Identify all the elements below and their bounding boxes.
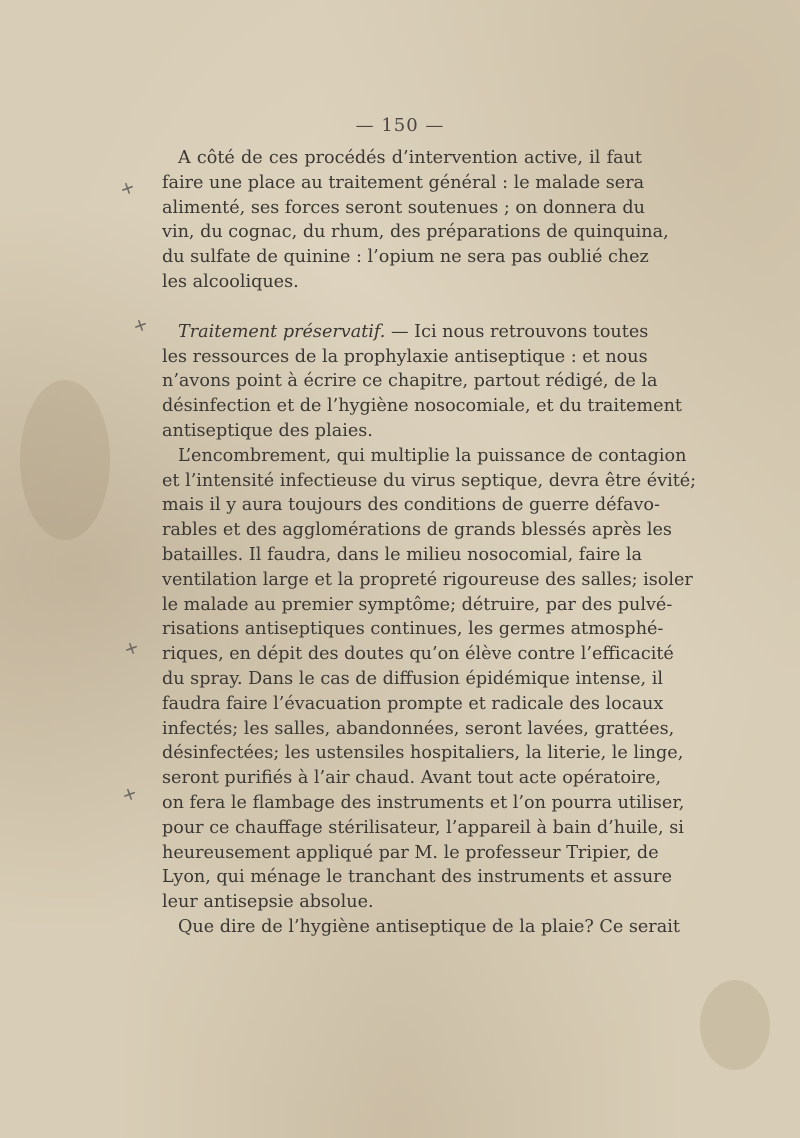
text-line: A côté de ces procédés d’intervention active, il faut [178,148,642,168]
text-line: vin, du cognac, du rhum, des préparations de quinquina, [162,222,669,243]
text-line: batailles. Il faudra, dans le milieu nosocomial, faire la [162,544,642,565]
margin-annotation-mark: + [118,782,141,807]
text-line: antiseptique des plaies. [162,420,373,441]
text-line: ventilation large et la propreté rigoureuse des salles; isoler [162,569,693,590]
text-line: le malade au premier symptôme; détruire, par des pulvé- [162,594,673,615]
body-text [162,146,697,940]
text-line: seront purifiés à l’air chaud. Avant tout acte opératoire, [162,768,662,789]
paper-stain [700,980,770,1070]
text-line: du sulfate de quinine : l’opium ne sera pas oublié chez [162,247,649,268]
text-line: leur antisepsie absolue. [162,892,374,913]
text-line: les ressources de la prophylaxie antiseptique : et nous [162,346,648,367]
section-heading: Traitement préservatif. [178,321,386,342]
margin-annotation-mark: + [116,176,139,201]
text-fragment: — Ici nous retrouvons toutes [385,321,649,342]
text-line: faire une place au traitement général : le malade sera [162,172,645,193]
text-line: Que dire de l’hygiène antiseptique de la plaie? Ce serait [178,916,680,937]
text-line: heureusement appliqué par M. le professeur Tripier, de [162,842,659,863]
margin-annotation-mark: + [120,636,143,661]
text-line: désinfection et de l’hygiène nosocomiale, et du traitement [162,396,682,417]
paper-stain [20,380,110,540]
page-number: — 150 — [355,115,445,136]
text-line: pour ce chauffage stérilisateur, l’appareil à bain d’huile, si [162,817,684,838]
margin-annotation-mark: + [129,313,152,338]
section-heading-line [162,320,649,345]
text-line: n’avons point à écrire ce chapitre, partout rédigé, de la [162,371,658,392]
text-line: alimenté, ses forces seront soutenues ; on donnera du [162,197,645,218]
text-line: risations antiseptiques continues, les germes atmosphé- [162,619,664,640]
text-line: désinfectées; les ustensiles hospitaliers, la literie, le linge, [162,743,684,764]
text-line: Lyon, qui ménage le tranchant des instruments et assure [162,867,673,888]
text-line: et l’intensité infectieuse du virus septique, devra être évité; [162,470,697,491]
text-line: riques, en dépit des doutes qu’on élève contre l’efficacité [162,644,674,665]
paragraph-gap [162,295,642,320]
text-line: faudra faire l’évacuation prompte et radicale des locaux [162,693,664,714]
text-line: on fera le flambage des instruments et l’on pourra utiliser, [162,792,685,813]
text-line: les alcooliques. [162,271,299,292]
text-line: du spray. Dans le cas de diffusion épidémique intense, il [162,668,664,689]
text-line: rables et des agglomérations de grands blessés après les [162,520,672,541]
text-line: L’encombrement, qui multiplie la puissance de contagion [178,445,687,466]
text-line: mais il y aura toujours des conditions de guerre défavo- [162,495,660,516]
text-line: infectés; les salles, abandonnées, seront lavées, grattées, [162,718,675,739]
